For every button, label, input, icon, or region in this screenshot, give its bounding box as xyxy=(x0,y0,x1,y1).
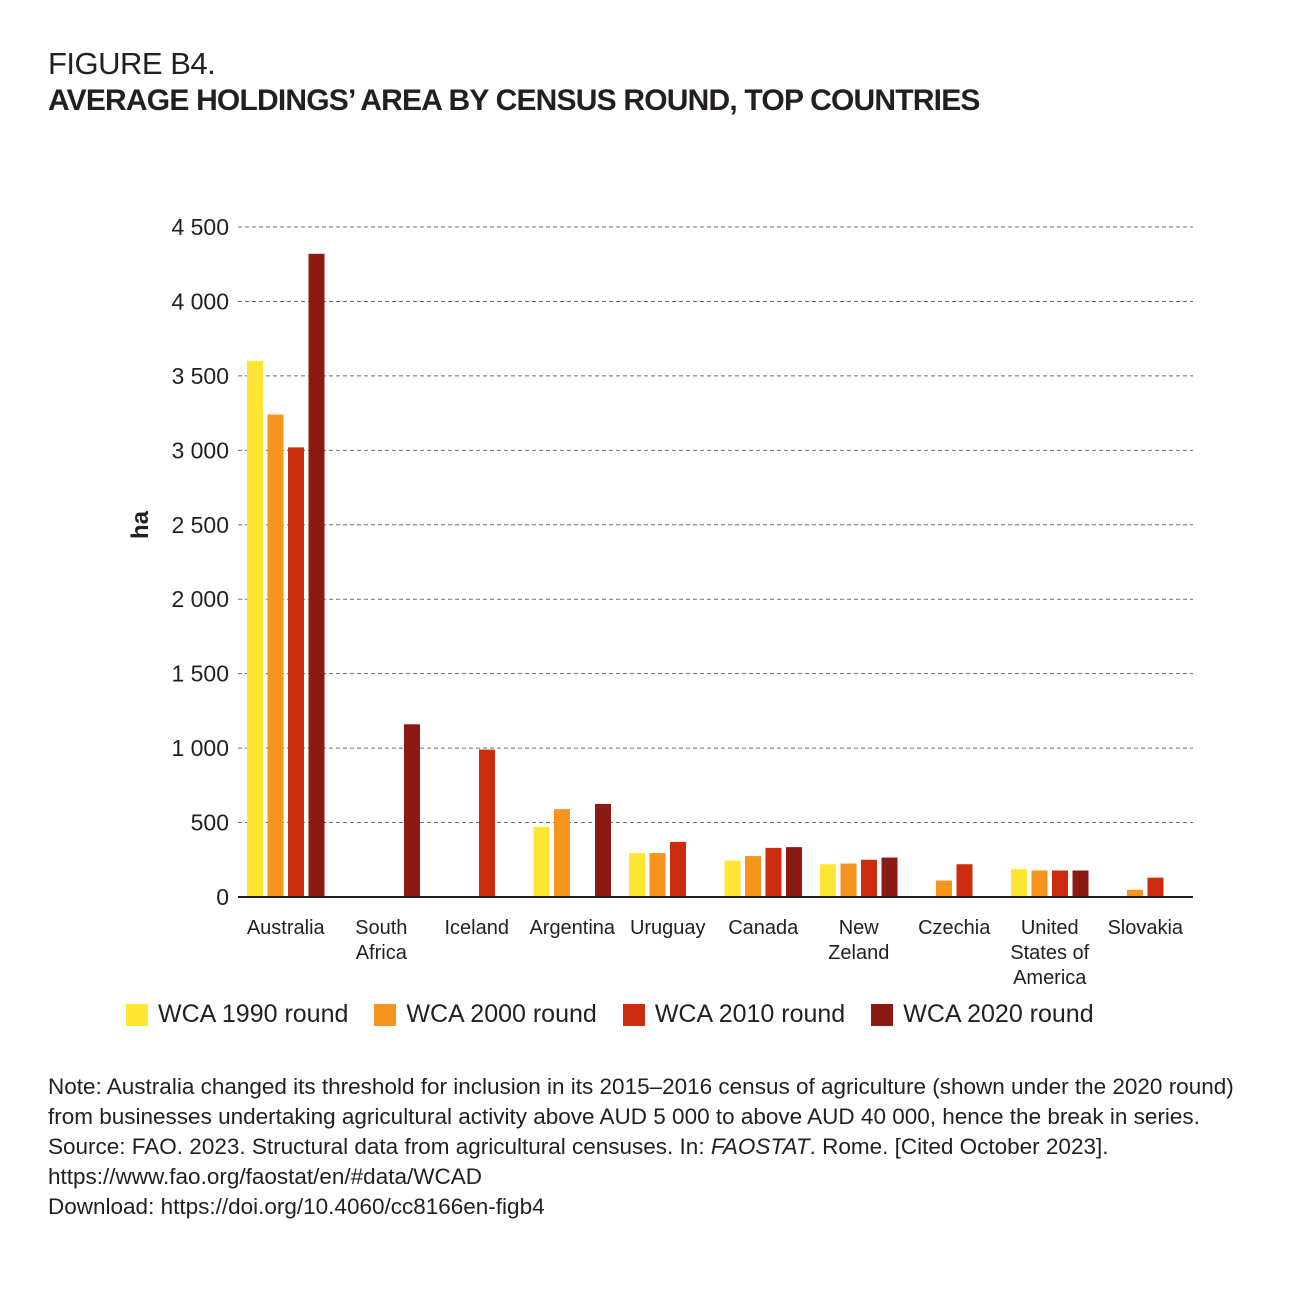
bar xyxy=(957,864,973,897)
bar xyxy=(1011,869,1027,897)
bar xyxy=(841,864,857,898)
x-tick-label: Canada xyxy=(728,917,799,939)
bar xyxy=(629,853,645,897)
legend-swatch-2010 xyxy=(623,1004,645,1026)
bar xyxy=(650,853,666,897)
figure-label: FIGURE B4. xyxy=(48,46,216,81)
y-tick-label: 1 500 xyxy=(171,660,229,687)
bar xyxy=(820,864,836,897)
x-tick-label: New Zeland xyxy=(828,917,890,964)
x-tick-label: United States of America xyxy=(1010,917,1090,989)
source-italic: FAOSTAT xyxy=(710,1134,810,1159)
figure-title: AVERAGE HOLDINGS’ AREA BY CENSUS ROUND, TOP COUNTRIES xyxy=(48,84,980,117)
bar xyxy=(404,724,420,897)
y-tick-label: 3 000 xyxy=(171,437,229,464)
bar xyxy=(882,858,898,897)
source-text xyxy=(48,1132,1263,1162)
download-link[interactable]: Download: https://doi.org/10.4060/cc8166en-figb4 xyxy=(48,1194,545,1219)
x-tick-label: Czechia xyxy=(918,917,991,939)
source-suffix: . Rome. [Cited October 2023]. xyxy=(809,1134,1109,1159)
bar xyxy=(1127,890,1143,897)
bar xyxy=(288,447,304,897)
notes xyxy=(48,1072,1263,1222)
y-tick-label: 4 500 xyxy=(171,214,229,240)
bar xyxy=(1052,870,1068,897)
source-prefix: Source: FAO. 2023. Structural data from agricultural censuses. In: xyxy=(48,1134,711,1159)
y-tick-label: 500 xyxy=(190,809,229,836)
x-tick-label: Iceland xyxy=(444,917,509,939)
y-tick-label: 1 000 xyxy=(171,735,229,762)
bar xyxy=(861,860,877,897)
bar xyxy=(725,861,741,897)
y-tick-label: 2 500 xyxy=(171,511,229,538)
bar xyxy=(670,842,686,897)
x-tick-label: Argentina xyxy=(529,917,616,939)
bar xyxy=(247,361,263,897)
x-tick-label: South Africa xyxy=(355,917,408,964)
legend-label-2000: WCA 2000 round xyxy=(406,1000,597,1028)
bar xyxy=(936,881,952,897)
x-axis-ticks xyxy=(247,917,1184,989)
x-tick-label: Uruguay xyxy=(629,917,706,939)
y-axis-ticks xyxy=(171,214,229,910)
bar xyxy=(554,809,570,897)
source-url[interactable]: https://www.fao.org/faostat/en/#data/WCAD xyxy=(48,1164,482,1189)
y-tick-label: 2 000 xyxy=(171,586,229,613)
y-tick-label: 3 500 xyxy=(171,362,229,389)
x-tick-label: Australia xyxy=(246,917,325,939)
note-text: Note: Australia changed its threshold for inclusion in its 2015–2016 census of agriculture (shown under the 2020 round) from businesses undertaking agricultural activity above AUD 5 000 to above AUD 40 000, hence the break in series. xyxy=(48,1074,1234,1129)
bar xyxy=(1032,870,1048,897)
bar xyxy=(1148,878,1164,897)
legend-item-2000 xyxy=(374,1000,596,1029)
y-tick-label: 0 xyxy=(216,884,229,910)
y-axis-label: ha xyxy=(127,510,154,540)
legend-swatch-2000 xyxy=(374,1004,396,1026)
bar xyxy=(534,827,550,897)
bar xyxy=(786,847,802,897)
bar xyxy=(766,848,782,897)
legend-swatch-2020 xyxy=(871,1004,893,1026)
legend-item-2020 xyxy=(871,1000,1093,1029)
bar xyxy=(745,856,761,897)
legend-label-1990: WCA 1990 round xyxy=(158,1000,349,1028)
legend-label-2020: WCA 2020 round xyxy=(903,1000,1094,1028)
bar xyxy=(1073,870,1089,897)
y-tick-label: 4 000 xyxy=(171,288,229,315)
x-tick-label: Slovakia xyxy=(1107,917,1184,939)
bar xyxy=(268,415,284,897)
legend-item-1990 xyxy=(126,1000,348,1029)
legend-item-2010 xyxy=(623,1000,845,1029)
legend-label-2010: WCA 2010 round xyxy=(654,1000,846,1028)
bar xyxy=(479,750,495,897)
gridlines xyxy=(238,227,1193,823)
bars xyxy=(247,254,1164,897)
legend xyxy=(126,1000,1094,1029)
bar xyxy=(595,804,611,897)
bar xyxy=(309,254,325,897)
legend-swatch-1990 xyxy=(126,1004,148,1026)
